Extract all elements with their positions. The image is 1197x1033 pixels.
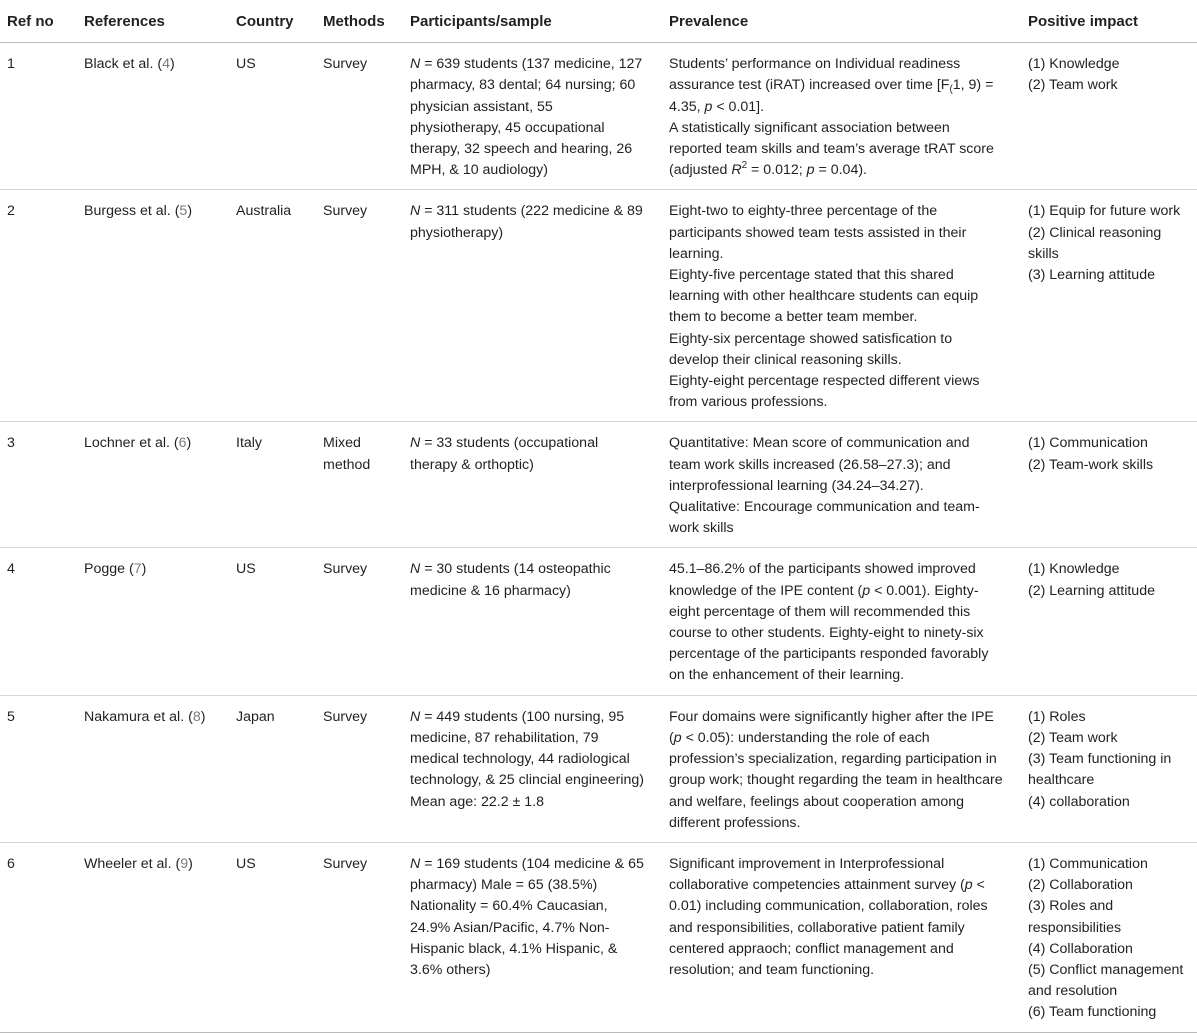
impact-item: (1) Knowledge bbox=[1028, 56, 1120, 73]
impact-item: (1) Communication bbox=[1028, 855, 1148, 872]
prevalence-line: Qualitative: Encourage communication and team-work skills bbox=[669, 499, 980, 537]
participants-text: students (14 osteopathic medicine & 16 pharmacy) bbox=[410, 561, 611, 599]
ref-no-cell: 2 bbox=[0, 190, 78, 422]
sample-size: 639 bbox=[436, 56, 461, 73]
header-participants: Participants/sample bbox=[406, 0, 660, 43]
citation-link[interactable]: 6 bbox=[178, 435, 187, 452]
participants-text: students (137 medicine, 127 pharmacy, 83 dental; 64 nursing; 60 physician assistant, 55 physiotherapy, 45 occupational therapy, 32 speech and hearing, 26 MPH, & 10 audiology) bbox=[410, 56, 643, 179]
impact-item: (2) Team work bbox=[1028, 77, 1118, 94]
participants-cell: N = 169 students (104 medicine & 65 pharmacy) Male = 65 (38.5%) Nationality = 60.4% Caucasian, 24.9% Asian/Pacific, 4.7% Non-Hispanic black, 4.1% Hispanic, & 3.6% others) bbox=[406, 842, 660, 1032]
table-row bbox=[0, 43, 1197, 190]
method-cell: Survey bbox=[319, 190, 406, 422]
ref-no-cell: 3 bbox=[0, 422, 78, 548]
method-cell: Survey bbox=[319, 695, 406, 842]
table-row bbox=[0, 190, 1197, 422]
ref-no-cell: 4 bbox=[0, 548, 78, 695]
citation-link[interactable]: 7 bbox=[133, 561, 142, 578]
header-country: Country bbox=[230, 0, 319, 43]
method-cell: Mixed method bbox=[319, 422, 406, 548]
impact-cell bbox=[1024, 695, 1197, 842]
prevalence-line: Eighty-six percentage showed satisfication to develop their clinical reasoning skills. bbox=[669, 330, 953, 368]
impact-item: (3) Learning attitude bbox=[1028, 267, 1155, 284]
sample-size: 169 bbox=[436, 855, 461, 872]
reference-cell: Nakamura et al. (8) bbox=[78, 695, 230, 842]
prevalence-line: Significant improvement in Interprofessional collaborative competencies attainment survey (p < 0.01) including communication, collaboration, roles and responsibilities, collaborative patient family centered appraoch; conflict management and resolution; and team functioning. bbox=[669, 855, 988, 978]
header-methods: Methods bbox=[319, 0, 406, 43]
prevalence-line: 45.1–86.2% of the participants showed improved knowledge of the IPE content (p < 0.001). Eighty-eight percentage of them will recommended this course to other students. Eighty-eight to ninety-six percentage of the participants responded favorably on the enhancement of their learning. bbox=[669, 561, 989, 684]
table-row bbox=[0, 422, 1197, 548]
prevalence-cell bbox=[660, 842, 1024, 1032]
sample-size: 30 bbox=[436, 561, 453, 578]
citation-link[interactable]: 4 bbox=[162, 56, 170, 73]
citation-link[interactable]: 9 bbox=[180, 855, 189, 872]
author: Wheeler et al. bbox=[84, 855, 172, 872]
author: Burgess et al. bbox=[84, 203, 171, 220]
method-cell: Survey bbox=[319, 842, 406, 1032]
impact-item: (2) Team-work skills bbox=[1028, 456, 1154, 473]
impact-cell bbox=[1024, 842, 1197, 1032]
impact-item: (2) Learning attitude bbox=[1028, 582, 1155, 599]
impact-cell bbox=[1024, 422, 1197, 548]
header-prevalence: Prevalence bbox=[660, 0, 1024, 43]
impact-item: (4) collaboration bbox=[1028, 793, 1130, 810]
sample-size: 449 bbox=[436, 708, 461, 725]
reference-cell: Burgess et al. (5) bbox=[78, 190, 230, 422]
impact-item: (4) Collaboration bbox=[1028, 940, 1133, 957]
impact-item: (2) Team work bbox=[1028, 729, 1118, 746]
table-row bbox=[0, 548, 1197, 695]
prevalence-line: Quantitative: Mean score of communication and team work skills increased (26.58–27.3); and interprofessional learning (34.24–34.27). bbox=[669, 435, 970, 494]
n-symbol: N bbox=[410, 435, 421, 452]
country-cell: Japan bbox=[230, 695, 319, 842]
header-references: References bbox=[78, 0, 230, 43]
prevalence-cell bbox=[660, 43, 1024, 190]
participants-cell: N = 639 students (137 medicine, 127 pharmacy, 83 dental; 64 nursing; 60 physician assistant, 55 physiotherapy, 45 occupational therapy, 32 speech and hearing, 26 MPH, & 10 audiology) bbox=[406, 43, 660, 190]
citation-link[interactable]: 5 bbox=[179, 203, 188, 220]
prevalence-line: A statistically significant association between reported team skills and team’s average tRAT score (adjusted $R^2 = 0.012$; p = 0.04). bbox=[669, 119, 994, 179]
impact-item: (1) Communication bbox=[1028, 435, 1148, 452]
ref-no-cell: 5 bbox=[0, 695, 78, 842]
country-cell: Australia bbox=[230, 190, 319, 422]
country-cell: Italy bbox=[230, 422, 319, 548]
impact-item: (1) Equip for future work bbox=[1028, 203, 1181, 220]
country-cell: US bbox=[230, 548, 319, 695]
impact-cell bbox=[1024, 190, 1197, 422]
reference-cell: Pogge (7) bbox=[78, 548, 230, 695]
impact-item: (6) Team functioning bbox=[1028, 1004, 1157, 1021]
author: Black et al. bbox=[84, 56, 154, 73]
impact-item: (1) Knowledge bbox=[1028, 561, 1120, 578]
prevalence-cell bbox=[660, 422, 1024, 548]
n-symbol: N bbox=[410, 56, 421, 73]
author: Nakamura et al. bbox=[84, 708, 185, 725]
sample-size: 311 bbox=[436, 203, 460, 220]
impact-item: (5) Conflict management and resolution bbox=[1028, 961, 1184, 1000]
reference-cell: Wheeler et al. (9) bbox=[78, 842, 230, 1032]
n-symbol: N bbox=[410, 855, 421, 872]
participants-cell: N = 30 students (14 osteopathic medicine & 16 pharmacy) bbox=[406, 548, 660, 695]
prevalence-line: Eighty-eight percentage respected different views from various professions. bbox=[669, 373, 980, 411]
reference-cell: Lochner et al. (6) bbox=[78, 422, 230, 548]
header-positive-impact: Positive impact bbox=[1024, 0, 1197, 43]
n-symbol: N bbox=[410, 561, 421, 578]
citation-link[interactable]: 8 bbox=[192, 708, 201, 725]
table-row bbox=[0, 695, 1197, 842]
prevalence-cell bbox=[660, 695, 1024, 842]
impact-item: (2) Collaboration bbox=[1028, 877, 1133, 894]
participants-text: students (222 medicine & 89 physiotherapy) bbox=[410, 203, 643, 241]
method-cell: Survey bbox=[319, 43, 406, 190]
prevalence-line: Eighty-five percentage stated that this shared learning with other healthcare students can equip them to become a better team member. bbox=[669, 267, 979, 326]
ref-no-cell: 1 bbox=[0, 43, 78, 190]
impact-cell bbox=[1024, 548, 1197, 695]
method-cell: Survey bbox=[319, 548, 406, 695]
n-symbol: N bbox=[410, 708, 421, 725]
header-row bbox=[0, 0, 1197, 43]
prevalence-cell bbox=[660, 190, 1024, 422]
author: Lochner et al. bbox=[84, 435, 170, 452]
participants-text: students (100 nursing, 95 medicine, 87 rehabilitation, 79 medical technology, 44 radiological technology, & 25 clincial engineering) Mean age: 22.2 ± 1.8 bbox=[410, 708, 644, 810]
reference-cell: Black et al. (4) bbox=[78, 43, 230, 190]
impact-item: (2) Clinical reasoning skills bbox=[1028, 224, 1162, 262]
prevalence-line: Students’ performance on Individual readiness assurance test (iRAT) increased over time [$F_(1$, 9) = 4.35, p < 0.01]. bbox=[669, 56, 994, 115]
table-row bbox=[0, 842, 1197, 1032]
impact-item: (3) Team functioning in healthcare bbox=[1028, 751, 1172, 789]
prevalence-line: Four domains were significantly higher after the IPE (p < 0.05): understanding the role of each profession’s specialization, regarding participation in group work; thought regarding the team in healthcare and welfare, feelings about cooperation among different professions. bbox=[669, 708, 1003, 831]
ref-no-cell: 6 bbox=[0, 842, 78, 1032]
author: Pogge bbox=[84, 561, 126, 578]
participants-cell: N = 449 students (100 nursing, 95 medicine, 87 rehabilitation, 79 medical technology, 44 radiological technology, & 25 clincial engineering) Mean age: 22.2 ± 1.8 bbox=[406, 695, 660, 842]
participants-text: students (occupational therapy & orthoptic) bbox=[410, 435, 599, 473]
participants-cell: N = 33 students (occupational therapy & orthoptic) bbox=[406, 422, 660, 548]
country-cell: US bbox=[230, 43, 319, 190]
header-ref-no: Ref no bbox=[0, 0, 78, 43]
impact-item: (1) Roles bbox=[1028, 708, 1086, 725]
participants-text: students (104 medicine & 65 pharmacy) Male = 65 (38.5%) Nationality = 60.4% Caucasian, 24.9% Asian/Pacific, 4.7% Non-Hispanic black, 4.1% Hispanic, & 3.6% others) bbox=[410, 855, 644, 978]
country-cell: US bbox=[230, 842, 319, 1032]
impact-cell bbox=[1024, 43, 1197, 190]
impact-item: (3) Roles and responsibilities bbox=[1028, 898, 1122, 936]
prevalence-line: Eight-two to eighty-three percentage of the participants showed team tests assisted in their learning. bbox=[669, 203, 967, 262]
participants-cell: N = 311 students (222 medicine & 89 physiotherapy) bbox=[406, 190, 660, 422]
n-symbol: N bbox=[410, 203, 421, 220]
sample-size: 33 bbox=[436, 435, 453, 452]
prevalence-cell bbox=[660, 548, 1024, 695]
